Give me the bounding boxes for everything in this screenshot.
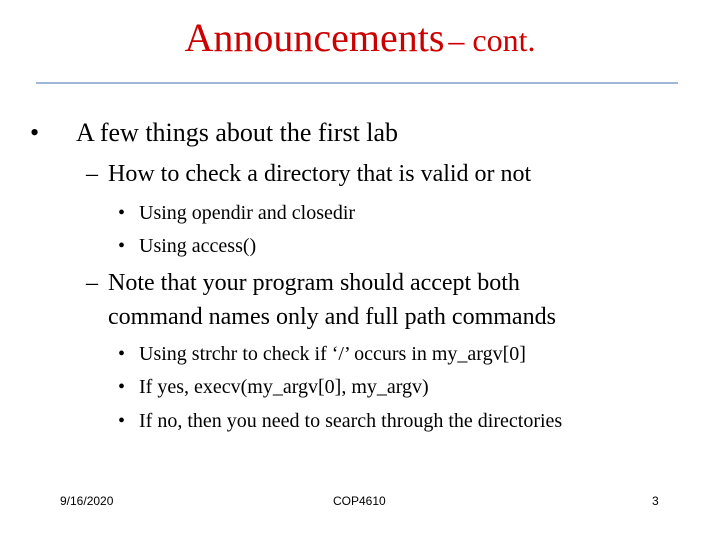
footer-page-number: 3 bbox=[652, 494, 659, 508]
bullet-text: A few things about the first lab bbox=[76, 118, 399, 147]
sub-sub-bullet-marker: • bbox=[118, 410, 126, 432]
sub-sub-bullet-marker: • bbox=[118, 343, 126, 365]
slide-title bbox=[0, 14, 720, 61]
sub-sub-bullet-marker: • bbox=[118, 235, 126, 257]
sub-bullet-marker: – bbox=[86, 161, 98, 187]
sub-sub-bullet-text: Using access() bbox=[139, 235, 257, 257]
footer-date: 9/16/2020 bbox=[60, 494, 114, 508]
sub-bullet-text-line2: command names only and full path commands bbox=[108, 304, 556, 330]
sub-sub-bullet-text: Using strchr to check if ‘/’ occurs in my_argv[0] bbox=[139, 343, 526, 365]
title-sub: – cont. bbox=[448, 22, 536, 58]
sub-sub-bullet-text: If no, then you need to search through the directories bbox=[139, 410, 563, 432]
title-divider bbox=[36, 82, 678, 84]
sub-sub-bullet-text: Using opendir and closedir bbox=[139, 202, 356, 224]
sub-sub-bullet-text: If yes, execv(my_argv[0], my_argv) bbox=[139, 376, 429, 398]
title-main: Announcements bbox=[184, 15, 445, 60]
footer-course: COP4610 bbox=[333, 494, 386, 508]
sub-sub-bullet-marker: • bbox=[118, 376, 126, 398]
sub-bullet-text: How to check a directory that is valid or not bbox=[108, 161, 532, 187]
sub-bullet-marker: – bbox=[86, 270, 98, 296]
bullet-marker: • bbox=[30, 118, 40, 147]
sub-bullet-text-line1: Note that your program should accept both bbox=[108, 270, 520, 296]
sub-sub-bullet-marker: • bbox=[118, 202, 126, 224]
